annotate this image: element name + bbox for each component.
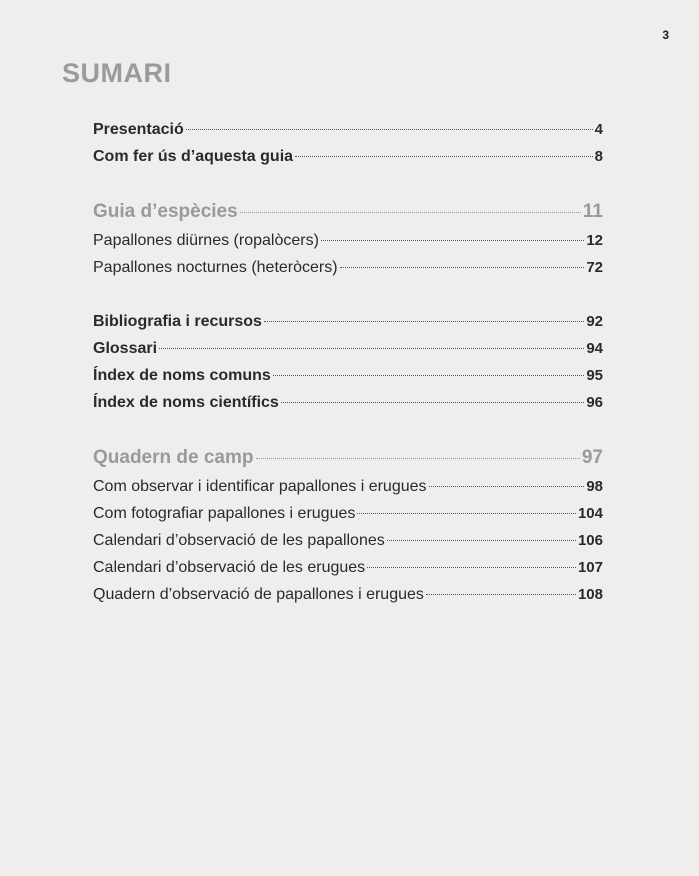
table-of-contents bbox=[93, 116, 603, 608]
dot-leader bbox=[264, 321, 584, 322]
toc-entry-bibliografia[interactable] bbox=[93, 308, 603, 335]
toc-entry-label: Com observar i identificar papallones i erugues bbox=[93, 478, 427, 495]
dot-leader bbox=[387, 540, 576, 541]
toc-entry-page: 4 bbox=[594, 121, 603, 138]
toc-entry-page: 98 bbox=[586, 478, 603, 495]
toc-entry-quadern-observacio[interactable] bbox=[93, 581, 603, 608]
toc-entry-com-fotografiar[interactable] bbox=[93, 500, 603, 527]
dot-leader bbox=[367, 567, 576, 568]
toc-group-quadern bbox=[93, 443, 603, 608]
toc-entry-label: Índex de noms científics bbox=[93, 394, 279, 411]
toc-entry-glossari[interactable] bbox=[93, 335, 603, 362]
dot-leader bbox=[321, 240, 584, 241]
toc-entry-calendari-papallones[interactable] bbox=[93, 527, 603, 554]
toc-entry-page: 104 bbox=[577, 505, 603, 522]
toc-entry-presentacio[interactable] bbox=[93, 116, 603, 143]
toc-entry-label: Papallones diürnes (ropalòcers) bbox=[93, 232, 319, 249]
toc-entry-calendari-erugues[interactable] bbox=[93, 554, 603, 581]
toc-entry-page: 95 bbox=[586, 367, 603, 384]
toc-entry-label: Índex de noms comuns bbox=[93, 367, 271, 384]
toc-entry-label: Com fer ús d’aquesta guia bbox=[93, 148, 294, 165]
dot-leader bbox=[426, 594, 576, 595]
dot-leader bbox=[273, 375, 585, 376]
toc-entry-label: Com fotografiar papallones i erugues bbox=[93, 505, 356, 522]
toc-section-label: Quadern de camp bbox=[93, 447, 254, 468]
dot-leader bbox=[186, 129, 593, 130]
toc-entry-page: 96 bbox=[586, 394, 603, 411]
toc-section-guia-especies[interactable] bbox=[93, 197, 603, 227]
toc-entry-page: 8 bbox=[594, 148, 603, 165]
toc-entry-nocturnes[interactable] bbox=[93, 254, 603, 281]
toc-entry-page: 107 bbox=[577, 559, 603, 576]
toc-entry-com-fer-us[interactable] bbox=[93, 143, 603, 170]
dot-leader bbox=[295, 156, 593, 157]
toc-entry-label: Papallones nocturnes (heteròcers) bbox=[93, 259, 338, 276]
toc-entry-index-comuns[interactable] bbox=[93, 362, 603, 389]
toc-entry-label: Calendari d’observació de les papallones bbox=[93, 532, 385, 549]
toc-section-label: Guia d’espècies bbox=[93, 201, 238, 222]
toc-entry-index-cientifics[interactable] bbox=[93, 389, 603, 416]
toc-section-page: 97 bbox=[581, 447, 603, 468]
dot-leader bbox=[357, 513, 576, 514]
toc-entry-page: 72 bbox=[586, 259, 603, 276]
toc-group-intro bbox=[93, 116, 603, 170]
dot-leader bbox=[281, 402, 584, 403]
page-title: SUMARI bbox=[62, 58, 172, 88]
dot-leader bbox=[340, 267, 585, 268]
toc-entry-page: 12 bbox=[586, 232, 603, 249]
toc-entry-com-observar[interactable] bbox=[93, 473, 603, 500]
toc-entry-page: 94 bbox=[586, 340, 603, 357]
toc-entry-page: 106 bbox=[577, 532, 603, 549]
dot-leader bbox=[159, 348, 584, 349]
toc-entry-page: 92 bbox=[586, 313, 603, 330]
dot-leader bbox=[240, 212, 581, 213]
toc-entry-label: Bibliografia i recursos bbox=[93, 313, 262, 330]
dot-leader bbox=[429, 486, 585, 487]
toc-group-guia bbox=[93, 197, 603, 281]
toc-section-page: 11 bbox=[582, 201, 603, 222]
toc-section-quadern-camp[interactable] bbox=[93, 443, 603, 473]
toc-entry-diurnes[interactable] bbox=[93, 227, 603, 254]
toc-entry-page: 108 bbox=[577, 586, 603, 603]
toc-entry-label: Calendari d’observació de les erugues bbox=[93, 559, 366, 576]
dot-leader bbox=[256, 458, 580, 459]
page-number: 3 bbox=[662, 28, 669, 42]
toc-entry-label: Quadern d’observació de papallones i erugues bbox=[93, 586, 424, 603]
toc-entry-label: Glossari bbox=[93, 340, 158, 357]
toc-entry-label: Presentació bbox=[93, 121, 184, 138]
toc-group-annexes bbox=[93, 308, 603, 416]
